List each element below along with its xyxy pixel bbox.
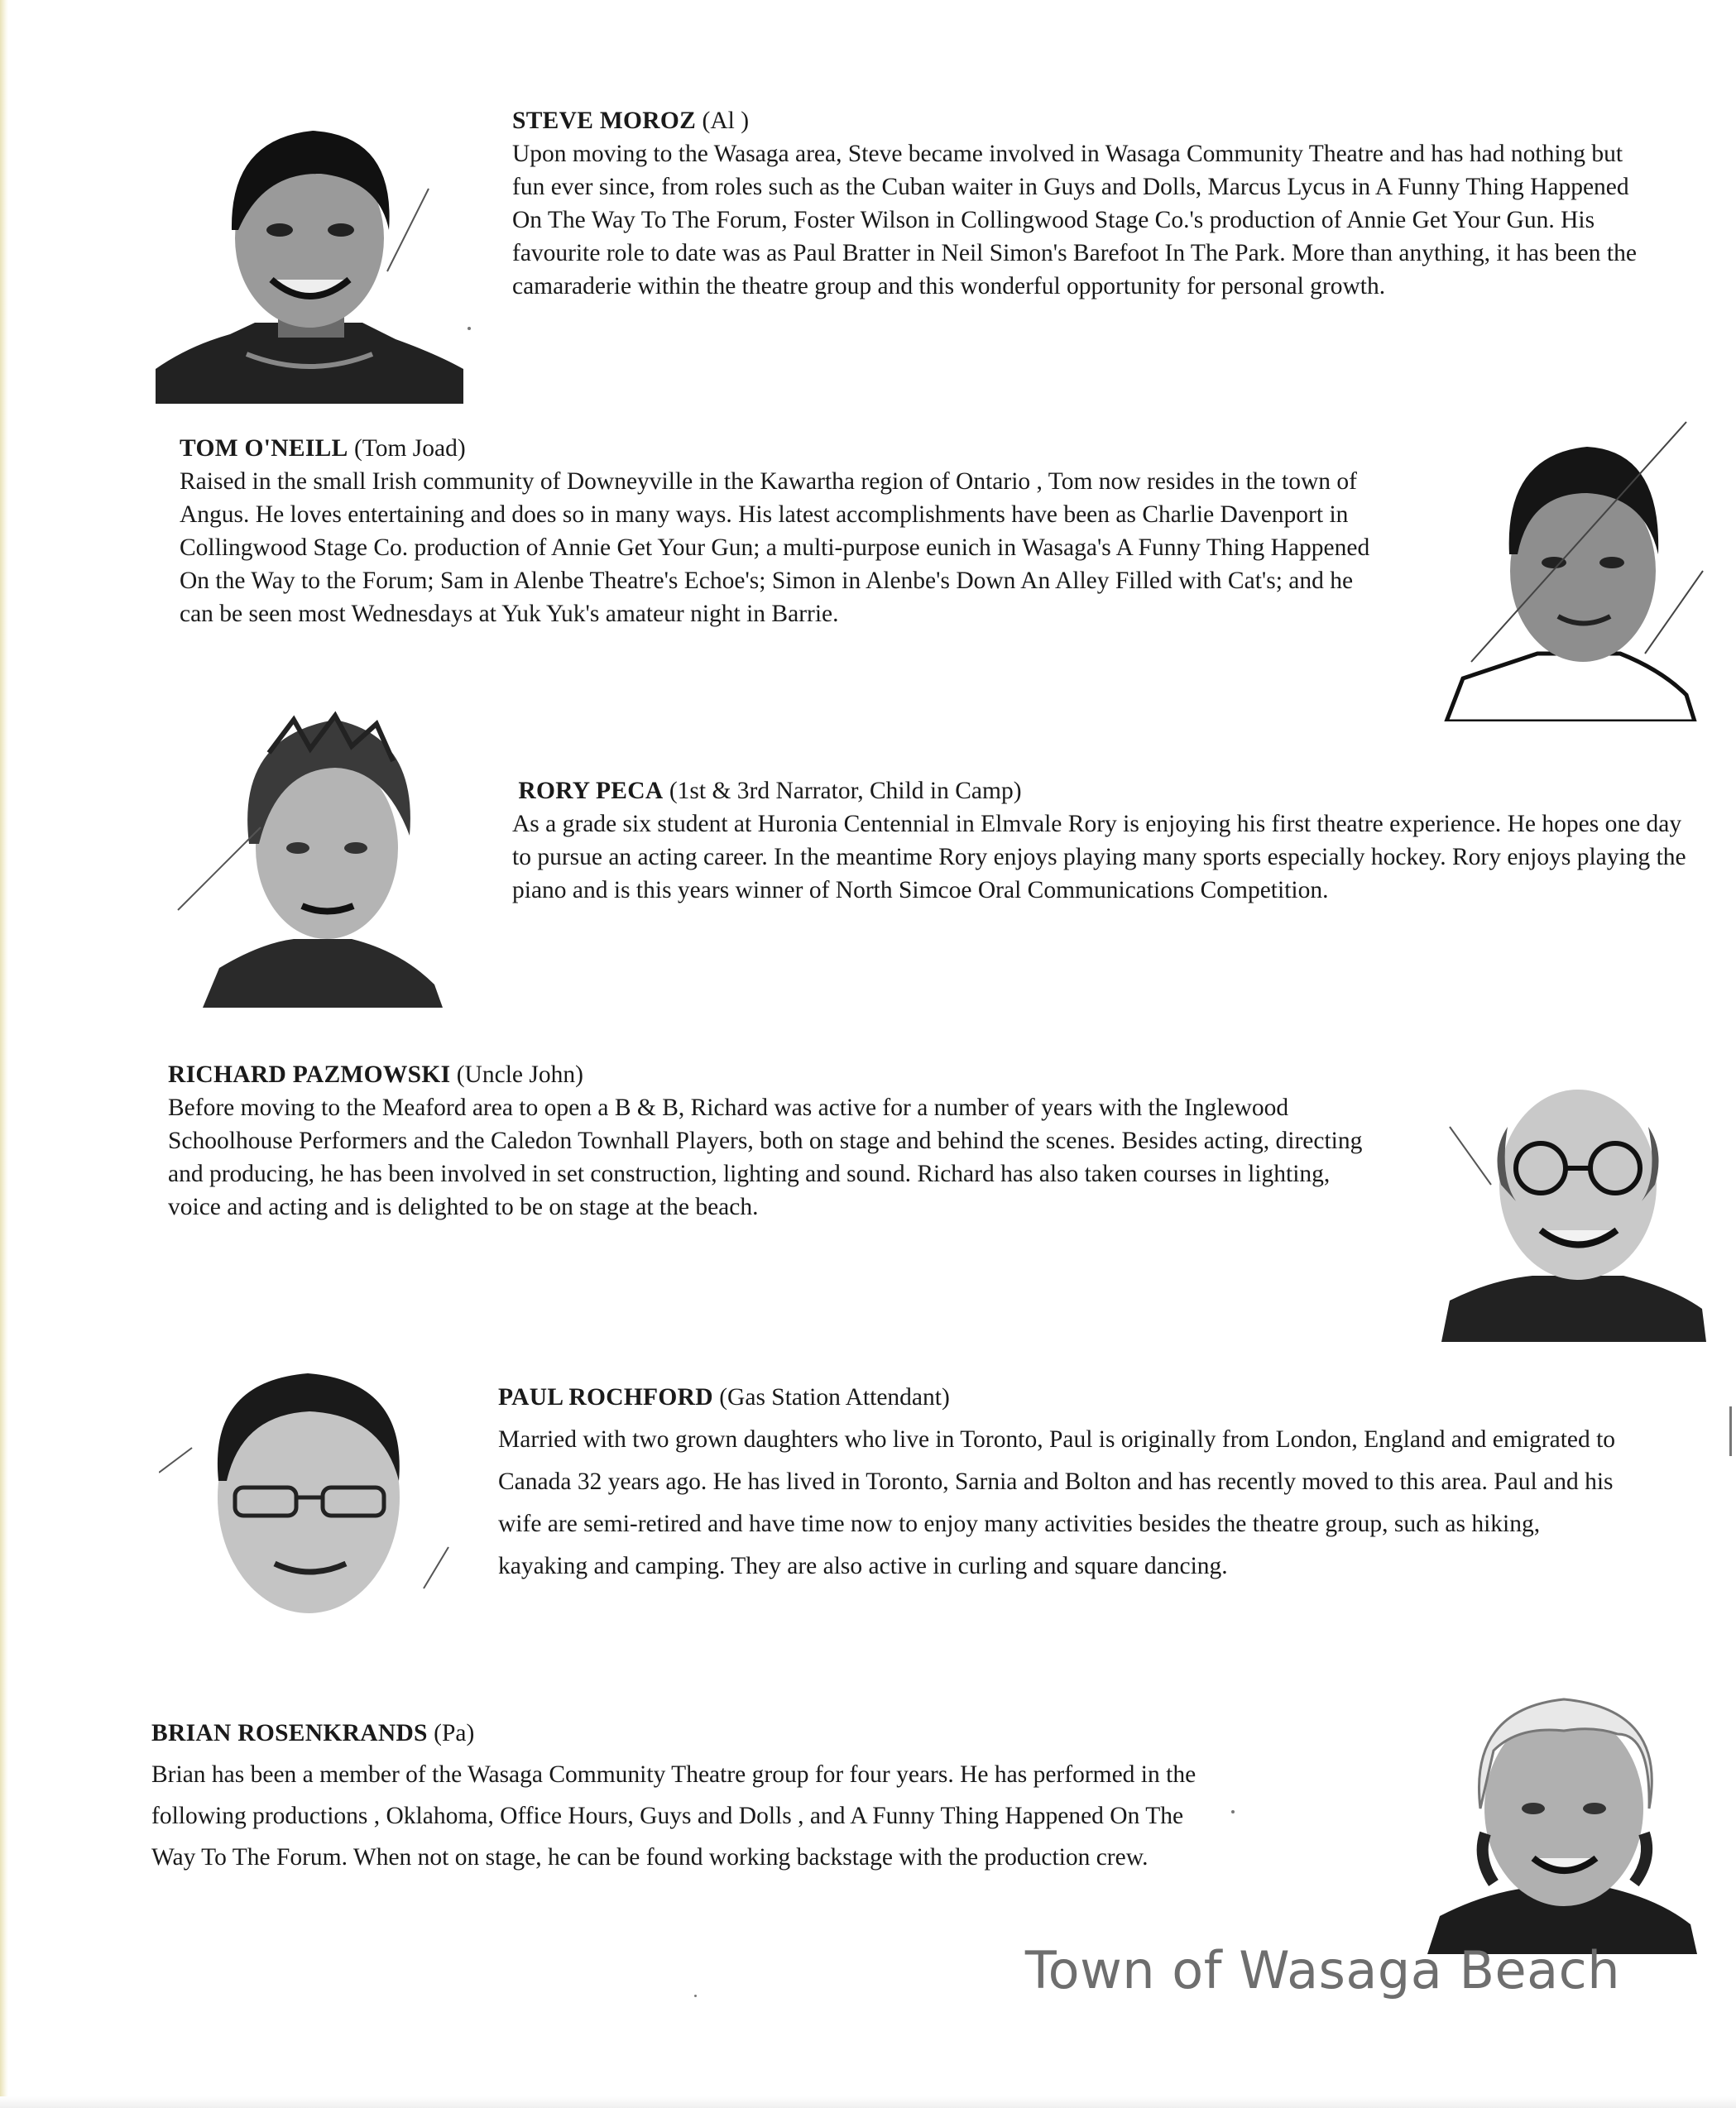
richard-pazmowski-photo (1441, 1061, 1706, 1342)
rory-peca-role: (1st & 3rd Narrator, Child in Camp) (663, 778, 1022, 804)
watermark: Town of Wasaga Beach (1024, 1940, 1620, 2000)
brian-rosenkrands-role: (Pa) (427, 1720, 475, 1746)
portrait-photo-icon (1427, 1676, 1700, 1954)
steve-moroz-name: STEVE MOROZ (512, 108, 697, 134)
steve-moroz-role: (Al ) (696, 108, 750, 134)
paul-rochford-photo (159, 1357, 458, 1638)
steve-moroz-bio (512, 104, 1654, 303)
brian-rosenkrands-photo (1427, 1676, 1700, 1954)
scan-speck (468, 327, 471, 330)
tom-oneill-bio (180, 432, 1388, 630)
portrait-photo-icon (156, 106, 463, 404)
portrait-photo-icon (170, 703, 476, 1008)
richard-pazmowski-name: RICHARD PAZMOWSKI (168, 1061, 451, 1088)
tom-oneill-bio-text: Raised in the small Irish community of Downeyville in the Kawartha region of Ontario , Tom now resides in the town of Angus. He loves entertaining and does so in many ways. His latest accomplishments have been as Charlie Davenport in Collingwood Stage Co. production of Annie Get Your Gun; a multi-purpose eunich in Wasaga's A Funny Thing Happened On the Way to the Forum; Sam in Alenbe Theatre's Echoe's; Simon in Alenbe's Down An Alley Filled with Cat's; and he can be seen most Wednesdays at Yuk Yuk's amateur night in Barrie. (180, 468, 1370, 627)
steve-moroz-photo (156, 106, 463, 404)
brian-rosenkrands-bio-text: Brian has been a member of the Wasaga Community Theatre group for four years. He has performed in the following productions , Oklahoma, Office Hours, Guys and Dolls , and A Funny Thing Happened On The Way To The Forum. When not on stage, he can be found working backstage with the production crew. (151, 1761, 1196, 1871)
steve-moroz-bio-text: Upon moving to the Wasaga area, Steve became involved in Wasaga Community Theatre and has had nothing but fun ever since, from roles such as the Cuban waiter in Guys and Dolls, Marcus Lycus in A Funny Thing Happened On The Way To The Forum, Foster Wilson in Collingwood Stage Co.'s production of Annie Get Your Gun. His favourite role to date was as Paul Bratter in Neil Simon's Barefoot In The Park. More than anything, it has been the camaraderie within the theatre group and this wonderful opportunity for personal growth. (512, 141, 1637, 299)
rory-peca-name: RORY PECA (518, 778, 664, 804)
brian-rosenkrands-name: BRIAN ROSENKRANDS (151, 1720, 428, 1746)
scanned-page-edge (0, 0, 8, 2108)
tom-oneill-photo (1438, 414, 1711, 721)
scan-speck (1729, 1406, 1732, 1456)
paul-rochford-bio (498, 1377, 1632, 1588)
scan-speck (1231, 1810, 1235, 1813)
richard-pazmowski-bio-text: Before moving to the Meaford area to open a B & B, Richard was active for a number of years with the Inglewood Schoolhouse Performers and the Caledon Townhall Players, both on stage and behind the scenes. Besides acting, directing and producing, he has been involved in set construction, lighting and sound. Richard has also taken courses in lighting, voice and acting and is delighted to be on stage at the beach. (168, 1095, 1363, 1220)
portrait-photo-icon (159, 1357, 458, 1638)
paul-rochford-bio-text: Married with two grown daughters who live in Toronto, Paul is originally from London, England and emigrated to Canada 32 years ago. He has lived in Toronto, Sarnia and Bolton and has recently moved to this area. Paul and his wife are semi-retired and have time now to enjoy many activities besides the theatre group, such as hiking, kayaking and camping. They are also active in curling and square dancing. (498, 1426, 1616, 1579)
portrait-photo-icon (1438, 414, 1711, 721)
richard-pazmowski-bio (168, 1058, 1384, 1224)
scanned-page-bottom-edge (0, 2096, 1736, 2108)
portrait-photo-icon (1441, 1061, 1706, 1342)
scan-speck (694, 1995, 697, 1997)
rory-peca-bio (512, 774, 1687, 907)
paul-rochford-name: PAUL ROCHFORD (498, 1384, 713, 1411)
paul-rochford-role: (Gas Station Attendant) (712, 1384, 950, 1411)
rory-peca-bio-text: As a grade six student at Huronia Centennial in Elmvale Rory is enjoying his first theatre experience. He hopes one day to pursue an acting career. In the meantime Rory enjoys playing many sports especially hockey. Rory enjoys playing the piano and is this years winner of North Simcoe Oral Communications Competition. (512, 811, 1686, 903)
tom-oneill-name: TOM O'NEILL (180, 435, 348, 462)
tom-oneill-role: (Tom Joad) (348, 435, 466, 462)
rory-peca-photo (170, 703, 476, 1008)
richard-pazmowski-role: (Uncle John) (450, 1061, 583, 1088)
brian-rosenkrands-bio (151, 1713, 1227, 1878)
